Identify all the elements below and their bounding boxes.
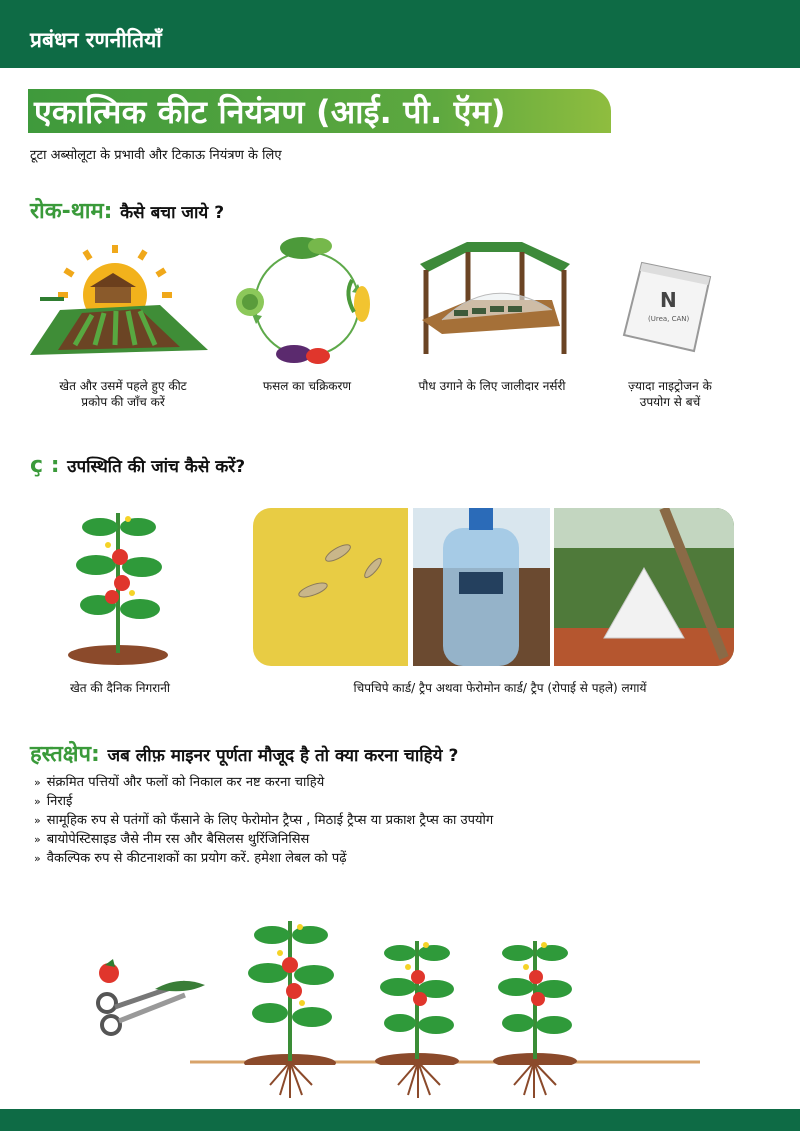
page-subtitle: टूटा अब्सोलूटा के प्रभावी और टिकाऊ नियंत्रण के लिए [30, 148, 282, 163]
eggplant-pepper-icon [276, 345, 330, 364]
tomato-plant-large [240, 915, 340, 1065]
intervention-heading [30, 738, 458, 768]
intervention-list [34, 773, 493, 868]
crop-rotation-illustration [232, 232, 382, 370]
tomato-plant-illustration [62, 505, 172, 670]
prevention-label: रोक-थाम: [30, 199, 113, 224]
bottom-footer-bar [0, 1109, 800, 1131]
caption-field-check: खेत और उसमें पहले हुए कीट प्रकोप की जाँच करें [59, 379, 187, 409]
delta-trap-photo [554, 508, 734, 666]
water-bottle-trap-photo [413, 508, 550, 666]
caption-net-nursery: पौध उगाने के लिए जालीदार नर्सरी [418, 379, 566, 393]
intervention-question: जब लीफ़ माइनर पूर्णता मौजूद है तो क्या करना चाहिये ? [107, 746, 459, 766]
bag-letter: N [660, 288, 677, 312]
roots-icon [270, 1062, 556, 1098]
monitoring-heading [30, 453, 245, 478]
top-header-bar [0, 0, 800, 68]
cabbage-icon [236, 288, 264, 316]
monitoring-question: उपस्थिति की जांच कैसे करें? [67, 457, 246, 477]
corn-icon [348, 280, 370, 322]
section-title: प्रबंधन रणनीतियाँ [30, 28, 162, 52]
net-nursery-illustration [412, 242, 572, 360]
farm-field-illustration [30, 245, 210, 360]
caption-nitrogen: ज़्यादा नाइट्रोजन के उपयोग से बचें [628, 379, 712, 409]
list-item: » बायोपेस्टिसाइड जैसे नीम रस और बैसिलस थुरिंजिनिसिस [34, 830, 493, 849]
fertilizer-bag-illustration [618, 255, 718, 355]
sticky-card-photo [253, 508, 408, 666]
caption-crop-rotation: फसल का चक्रिकरण [262, 379, 352, 393]
list-item: » संक्रमित पत्तियों और फलों को निकाल कर नष्ट करना चाहिये [34, 773, 493, 792]
bag-text: (Urea, CAN) [648, 315, 690, 323]
title-band [28, 89, 611, 133]
intervention-label: हस्तक्षेप: [30, 742, 100, 767]
list-item: » निराई [34, 792, 493, 811]
page-title: एकात्मिक कीट नियंत्रण (आई. पी. ऍम) [34, 93, 506, 131]
tomato-plant-small [490, 935, 580, 1065]
list-item: » वैकल्पिक रुप से कीटनाशकों का प्रयोग करें. हमेशा लेबल को पढ़ें [34, 849, 493, 868]
pruning-scissors-illustration [85, 955, 210, 1040]
monitoring-label: ç : [30, 453, 60, 478]
prevention-heading [30, 195, 224, 225]
list-item: » सामूहिक रुप से पतंगों को फँसाने के लिए फेरोमोन ट्रैप्स , मिठाई ट्रैप्स या प्रकाश ट्रैप्स का उपयोग [34, 811, 493, 830]
caption-daily-monitoring: खेत की दैनिक निगरानी [69, 681, 171, 695]
tomato-fruit-icon [105, 549, 130, 604]
caption-traps: चिपचिपे कार्ड/ ट्रैप अथवा फेरोमोन कार्ड/ ट्रैप (रोपाई से पहले) लगायें [353, 681, 647, 695]
tomato-plant-medium [372, 935, 462, 1065]
prevention-question: कैसे बचा जाये ? [120, 203, 225, 223]
